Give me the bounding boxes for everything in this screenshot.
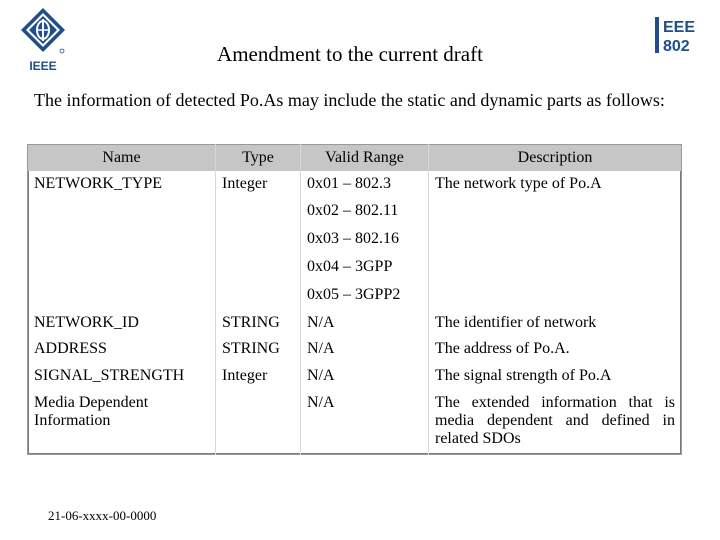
cell-description: The network type of Po.A <box>429 171 682 309</box>
page-title: Amendment to the current draft <box>217 42 483 66</box>
header-valid-range: Valid Range <box>301 145 429 172</box>
cell-name: NETWORK_TYPE <box>34 175 162 192</box>
intro-text: The information of detected Po.As may include the static and dynamic parts as follows: <box>34 90 665 110</box>
table-row <box>28 390 682 454</box>
cell-description: The identifier of network <box>429 309 682 336</box>
cell-range: N/A <box>301 336 429 363</box>
range-value: 0x03 – 802.16 <box>307 230 399 247</box>
header-name: Name <box>28 145 216 172</box>
cell-description: The signal strength of Po.A <box>429 363 682 390</box>
table-row <box>28 363 682 390</box>
range-value: 0x04 – 3GPP <box>307 258 393 275</box>
cell-name: ADDRESS <box>34 340 107 357</box>
cell-type: Integer <box>216 363 301 390</box>
table-header-row <box>28 145 682 172</box>
cell-type: Integer <box>216 171 301 309</box>
header-description: Description <box>429 145 682 172</box>
cell-name: SIGNAL_STRENGTH <box>34 367 185 384</box>
cell-range: N/A <box>301 309 429 336</box>
header-type: Type <box>216 145 301 172</box>
ieee-802-logo-top: EEE <box>663 19 696 36</box>
ieee-logo-text: IEEE <box>29 59 57 73</box>
range-value: 0x02 – 802.11 <box>307 202 399 219</box>
cell-range <box>301 171 429 309</box>
table-row <box>28 336 682 363</box>
cell-name: Media Dependent Information <box>34 394 149 429</box>
cell-name: NETWORK_ID <box>34 314 139 331</box>
cell-type: STRING <box>216 336 301 363</box>
cell-description: The extended information that is media dependent and defined in related SDOs <box>429 390 682 454</box>
cell-type <box>216 390 301 454</box>
table-row <box>28 171 682 309</box>
poa-info-table <box>27 144 682 455</box>
cell-range: N/A <box>301 390 429 454</box>
range-value: 0x05 – 3GPP2 <box>307 286 401 303</box>
cell-range: N/A <box>301 363 429 390</box>
range-value: 0x01 – 802.3 <box>307 175 391 192</box>
document-id: 21-06-xxxx-00-0000 <box>48 508 157 523</box>
cell-description: The address of Po.A. <box>429 336 682 363</box>
ieee-802-logo-bottom: 802 <box>663 38 690 55</box>
cell-type: STRING <box>216 309 301 336</box>
table-row <box>28 309 682 336</box>
